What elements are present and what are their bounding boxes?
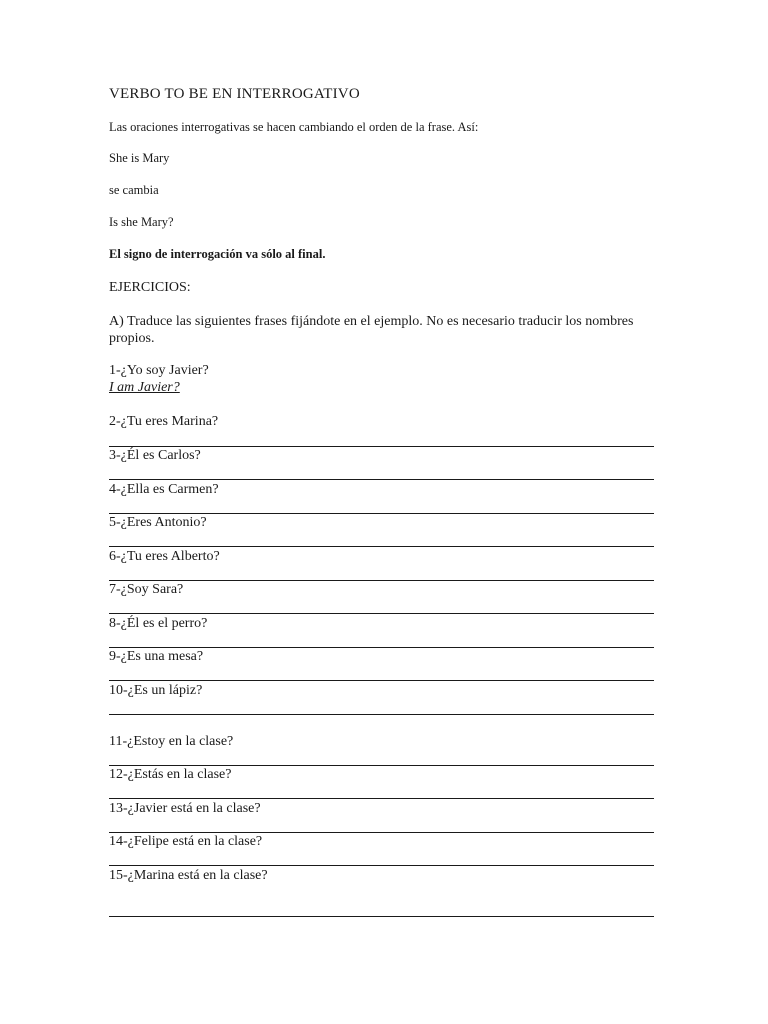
note-text: El signo de interrogación va sólo al final. [109, 247, 326, 261]
exercise-item: 6-¿Tu eres Alberto? [109, 549, 220, 564]
answer-line [109, 916, 654, 917]
exercise-item: 5-¿Eres Antonio? [109, 515, 207, 530]
answer-line [109, 479, 654, 480]
exercise-item: 2-¿Tu eres Marina? [109, 414, 219, 429]
example-statement: She is Mary [109, 151, 170, 165]
answer-line [109, 446, 654, 447]
answer-line [109, 613, 654, 614]
example-connector: se cambia [109, 183, 159, 197]
exercise-item: 11-¿Estoy en la clase? [109, 734, 234, 749]
exercise-instruction: A) Traduce las siguientes frases fijándote en el ejemplo. No es necesario traducir los nombres propios. [109, 314, 634, 346]
answer-line [109, 647, 654, 648]
exercise-item: 9-¿Es una mesa? [109, 649, 204, 664]
answer-line [109, 714, 654, 715]
answer-line [109, 798, 654, 799]
exercise-item: 12-¿Estás en la clase? [109, 767, 232, 782]
answer-line [109, 546, 654, 547]
exercise-item: 14-¿Felipe está en la clase? [109, 834, 263, 849]
example-question: Is she Mary? [109, 215, 174, 229]
example-item-answer: I am Javier? [109, 380, 180, 395]
document-title: VERBO TO BE EN INTERROGATIVO [109, 86, 360, 102]
exercise-item: 7-¿Soy Sara? [109, 582, 184, 597]
exercise-item: 3-¿Él es Carlos? [109, 448, 201, 463]
example-item-prompt: 1-¿Yo soy Javier? [109, 363, 209, 378]
answer-line [109, 765, 654, 766]
intro-text: Las oraciones interrogativas se hacen cambiando el orden de la frase. Así: [109, 120, 479, 134]
exercise-item: 13-¿Javier está en la clase? [109, 801, 261, 816]
exercise-item: 8-¿Él es el perro? [109, 616, 208, 631]
exercise-item: 15-¿Marina está en la clase? [109, 868, 268, 883]
answer-line [109, 580, 654, 581]
answer-line [109, 832, 654, 833]
answer-line [109, 680, 654, 681]
answer-line [109, 865, 654, 866]
exercise-item: 4-¿Ella es Carmen? [109, 482, 219, 497]
exercise-item: 10-¿Es un lápiz? [109, 683, 203, 698]
answer-line [109, 513, 654, 514]
exercises-heading: EJERCICIOS: [109, 280, 191, 295]
